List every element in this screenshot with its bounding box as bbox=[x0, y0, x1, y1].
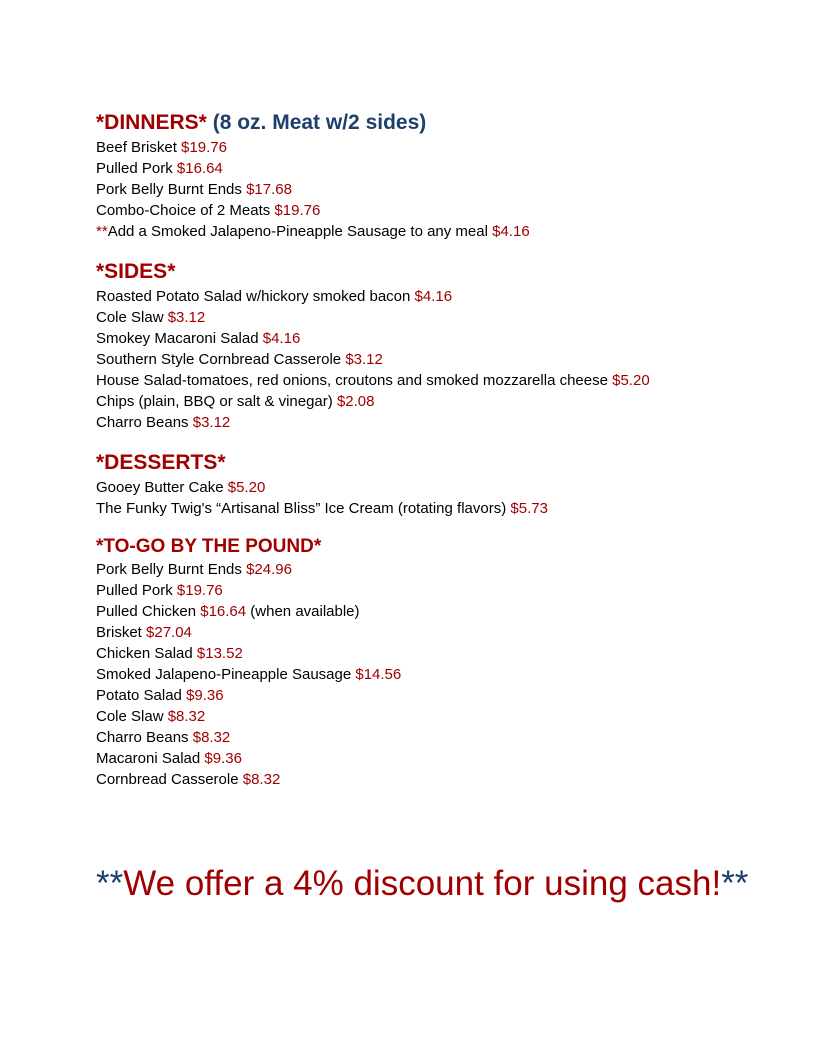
item-name: Chips (plain, BBQ or salt & vinegar) bbox=[96, 393, 333, 410]
item-price: $16.64 bbox=[176, 160, 223, 177]
item-name: Potato Salad bbox=[96, 687, 182, 704]
dessert-item bbox=[96, 498, 786, 519]
dinners-list bbox=[96, 137, 786, 242]
item-price: $27.04 bbox=[146, 624, 192, 641]
item-name: Brisket bbox=[96, 624, 142, 641]
dinner-addon bbox=[96, 221, 786, 242]
item-price: $17.68 bbox=[246, 181, 292, 198]
addon-name: Add a Smoked Jalapeno-Pineapple Sausage to any meal bbox=[107, 223, 488, 240]
banner-text: We offer a 4% discount for using cash! bbox=[123, 864, 722, 903]
side-item bbox=[96, 307, 786, 328]
addon-price: $4.16 bbox=[492, 223, 530, 240]
item-price: $3.12 bbox=[167, 309, 206, 326]
dinners-section bbox=[96, 109, 786, 242]
dessert-item bbox=[96, 477, 786, 498]
item-name: Combo-Choice of 2 Meats bbox=[96, 202, 271, 219]
item-price: $5.20 bbox=[227, 479, 266, 496]
item-name: Roasted Potato Salad w/hickory smoked bacon bbox=[96, 288, 411, 305]
item-price: $8.32 bbox=[192, 729, 231, 746]
item-name: Pulled Pork bbox=[96, 160, 173, 177]
item-price: $3.12 bbox=[192, 414, 231, 431]
dinner-item bbox=[96, 137, 786, 158]
dinner-item bbox=[96, 158, 786, 179]
dinners-subtitle: (8 oz. Meat w/2 sides) bbox=[212, 111, 427, 134]
item-name: Southern Style Cornbread Casserole bbox=[96, 351, 342, 368]
side-item bbox=[96, 328, 786, 349]
togo-list bbox=[96, 559, 786, 790]
side-item bbox=[96, 370, 786, 391]
dinners-title: *DINNERS* bbox=[96, 111, 207, 134]
item-name: Gooey Butter Cake bbox=[96, 479, 224, 496]
item-price: $3.12 bbox=[345, 351, 383, 368]
dinners-heading bbox=[96, 109, 786, 137]
item-name: Macaroni Salad bbox=[96, 750, 201, 767]
cash-discount-banner bbox=[96, 860, 748, 908]
addon-prefix: ** bbox=[96, 223, 108, 240]
item-name: Cole Slaw bbox=[96, 309, 164, 326]
banner-suffix: ** bbox=[721, 864, 749, 903]
menu-content bbox=[96, 109, 786, 790]
side-item bbox=[96, 349, 786, 370]
dinner-item bbox=[96, 200, 786, 221]
item-name: Charro Beans bbox=[96, 414, 189, 431]
togo-section bbox=[96, 535, 786, 790]
togo-item bbox=[96, 727, 786, 748]
item-price: $14.56 bbox=[355, 666, 402, 683]
item-price: $9.36 bbox=[204, 750, 242, 767]
item-price: $8.32 bbox=[167, 708, 206, 725]
item-name: Pork Belly Burnt Ends bbox=[96, 561, 242, 578]
togo-item bbox=[96, 622, 786, 643]
item-price: $4.16 bbox=[262, 330, 301, 347]
item-price: $8.32 bbox=[242, 771, 281, 788]
sides-title: *SIDES* bbox=[96, 260, 176, 283]
togo-item bbox=[96, 643, 786, 664]
item-price: $5.73 bbox=[510, 500, 548, 517]
togo-item bbox=[96, 706, 786, 727]
desserts-list bbox=[96, 477, 786, 519]
item-price: $19.76 bbox=[176, 582, 223, 599]
item-name: Cornbread Casserole bbox=[96, 771, 239, 788]
togo-title: *TO-GO BY THE POUND* bbox=[96, 536, 322, 557]
item-name: Smokey Macaroni Salad bbox=[96, 330, 259, 347]
item-price: $19.76 bbox=[181, 139, 227, 156]
togo-item bbox=[96, 580, 786, 601]
side-item bbox=[96, 286, 786, 307]
desserts-section bbox=[96, 449, 786, 519]
item-price: $9.36 bbox=[186, 687, 224, 704]
item-price: $24.96 bbox=[246, 561, 292, 578]
item-name: The Funky Twig's “Artisanal Bliss” Ice Cream (rotating flavors) bbox=[96, 500, 507, 517]
item-price: $13.52 bbox=[196, 645, 243, 662]
item-price: $5.20 bbox=[612, 372, 650, 389]
item-price: $19.76 bbox=[274, 202, 321, 219]
togo-item bbox=[96, 685, 786, 706]
item-name: Chicken Salad bbox=[96, 645, 193, 662]
togo-item bbox=[96, 748, 786, 769]
item-name: Charro Beans bbox=[96, 729, 189, 746]
togo-item bbox=[96, 601, 786, 622]
desserts-title: *DESSERTS* bbox=[96, 451, 226, 474]
togo-item bbox=[96, 769, 786, 790]
item-note: (when available) bbox=[250, 603, 360, 620]
banner-prefix: ** bbox=[96, 864, 124, 903]
item-name: House Salad-tomatoes, red onions, croutons and smoked mozzarella cheese bbox=[96, 372, 608, 389]
togo-item bbox=[96, 664, 786, 685]
item-name: Smoked Jalapeno-Pineapple Sausage bbox=[96, 666, 352, 683]
sides-section bbox=[96, 258, 786, 433]
item-name: Pork Belly Burnt Ends bbox=[96, 181, 242, 198]
dinner-item bbox=[96, 179, 786, 200]
side-item bbox=[96, 391, 786, 412]
item-price: $16.64 bbox=[200, 603, 247, 620]
item-name: Cole Slaw bbox=[96, 708, 164, 725]
item-name: Pulled Chicken bbox=[96, 603, 197, 620]
side-item bbox=[96, 412, 786, 433]
item-price: $4.16 bbox=[414, 288, 453, 305]
togo-item bbox=[96, 559, 786, 580]
item-name: Beef Brisket bbox=[96, 139, 177, 156]
item-name: Pulled Pork bbox=[96, 582, 173, 599]
item-price: $2.08 bbox=[336, 393, 375, 410]
sides-list bbox=[96, 286, 786, 433]
